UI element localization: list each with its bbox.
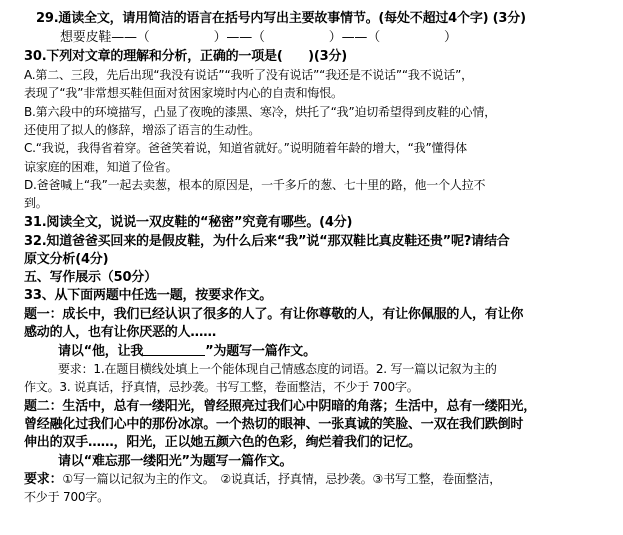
q32-line2: 原文分析(4分): [24, 252, 109, 267]
title-blank-line: [143, 343, 205, 356]
topic1-requirement-line2: 作文。3. 说真话，抒真情，忌抄袭。书写工整，卷面整洁，不少于 700字。: [24, 380, 419, 394]
q30-option-c-line2: 谅家庭的困难，知道了俭省。: [24, 160, 178, 174]
q30-option-a-line1: A.第二、三段，先后出现“我没有说话”“我听了没有说话”“我还是不说话”“我不说话”，: [24, 68, 473, 82]
q30-title: 30.下列对文章的理解和分析，正确的一项是( )(3分): [24, 49, 348, 64]
q29-plot-blanks: 想要皮鞋——（ ）——（ ）——（ ）: [60, 30, 457, 45]
topic2-line2: 曾经融化过我们心中的那份冰凉。一个热切的眼神、一张真诚的笑脸、一双在我们跌倒时: [24, 417, 524, 432]
topic2-line3: 伸出的双手……，阳光，正以她五颜六色的色彩，绚烂着我们的记忆。: [24, 435, 421, 450]
topic2-line1: 题二：生活中，总有一缕阳光，曾经照亮过我们心中阴暗的角落；生活中，总有一缕阳光，: [24, 399, 537, 414]
topic1-prompt-before: 请以“他，让我: [58, 344, 144, 359]
section-5-heading: 五、写作展示（50分）: [24, 270, 157, 285]
q30-option-a-line2: 表现了“我”非常想买鞋但面对贫困家境时内心的自责和悔恨。: [24, 86, 343, 100]
topic1-line1: 题一：成长中，我们已经认识了很多的人了。有让你尊敬的人，有让你佩服的人，有让你: [24, 307, 524, 322]
topic1-prompt: [58, 343, 316, 360]
q30-option-c-line1: C.“我说，我得省着穿。爸爸笑着说，知道省就好。”说明随着年龄的增大，“我”懂得体: [24, 141, 467, 155]
q30-option-b-line2: 还使用了拟人的修辞，增添了语言的生动性。: [24, 123, 261, 137]
topic1-prompt-after: ”为题写一篇作文。: [205, 344, 316, 359]
requirements-text: ①写一篇以记叙为主的作文。 ②说真话，抒真情，忌抄袭。③书写工整，卷面整洁，: [62, 472, 502, 486]
q30-option-d-line1: D.爸爸喊上“我”一起去卖葱，根本的原因是，一千多斤的葱、七十里的路，他一个人拉不: [24, 178, 486, 192]
q33-title: 33、从下面两题中任选一题，按要求作文。: [24, 288, 273, 303]
topic2-prompt: 请以“难忘那一缕阳光”为题写一篇作文。: [58, 454, 293, 469]
q30-option-b-line1: B.第六段中的环境描写，凸显了夜晚的漆黑、寒冷，烘托了“我”迫切希望得到皮鞋的心情，: [24, 105, 497, 119]
topic2-requirements: [24, 471, 501, 488]
q32-line1: 32.知道爸爸买回来的是假皮鞋，为什么后来“我”说“那双鞋比真皮鞋还贵”呢?请结合: [24, 234, 510, 249]
requirements-text-line2: 不少于 700字。: [24, 490, 109, 504]
requirements-label: 要求：: [24, 472, 63, 487]
q30-option-d-line2: 到。: [24, 196, 48, 210]
topic1-line2: 感动的人，也有让你厌恶的人……: [24, 325, 217, 340]
q29-title: 29.通读全文，请用简洁的语言在括号内写出主要故事情节。(每处不超过4个字) (3分): [36, 11, 526, 26]
q31-text: 31.阅读全文，说说一双皮鞋的“秘密”究竟有哪些。(4分): [24, 215, 353, 230]
topic1-requirement-line1: 要求：1.在题目横线处填上一个能体现自己情感态度的词语。2. 写一篇以记叙为主的: [58, 362, 497, 376]
